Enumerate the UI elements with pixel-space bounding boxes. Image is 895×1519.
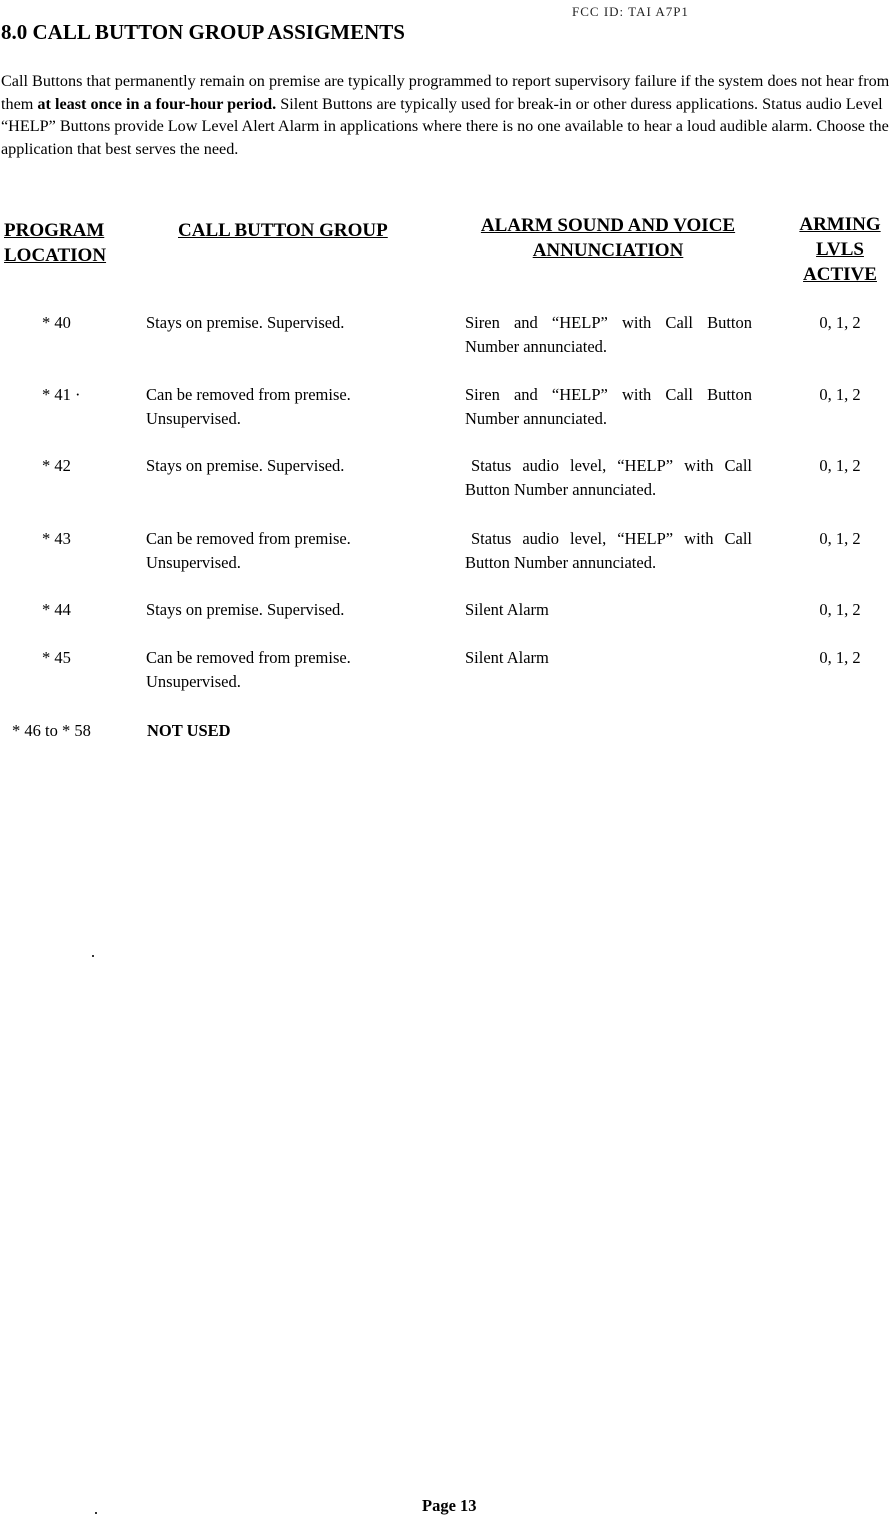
row-arming: 0, 1, 2 — [819, 529, 861, 548]
row-group: Can be removed from premise. Unsupervised. — [146, 385, 351, 428]
row-arming: 0, 1, 2 — [819, 456, 861, 475]
section-title: 8.0 CALL BUTTON GROUP ASSIGMENTS — [1, 20, 405, 44]
row-arming: 0, 1, 2 — [819, 648, 861, 667]
intro-text-1: Call Buttons that permanently remain on premise are typically programmed to report supervisory failure if the system does not hear from them — [1, 72, 890, 113]
header-program-location — [4, 218, 124, 268]
header-arming-levels: ARMING LVLS ACTIVE — [799, 214, 881, 285]
row-arming: 0, 1, 2 — [819, 600, 861, 619]
not-used-label: NOT USED — [147, 721, 231, 740]
row-alarm: Siren and “HELP” with Call Button Number annunciated. — [465, 385, 752, 428]
intro-text-2: Silent Buttons are typically used for break-in or other duress applications. Status audio Level “HELP” Buttons provide Low Level Alert Alarm in applications where there is no one available to hear a loud audible alarm. Choose the application that best serves the need. — [1, 94, 889, 158]
fcc-id: FCC ID: TAI A7P1 — [572, 4, 689, 19]
row-location: * 43 — [42, 529, 71, 548]
row-alarm: Status audio level, “HELP” with Call Button Number annunciated. — [465, 456, 752, 499]
intro-paragraph — [1, 70, 894, 160]
row-location: * 42 — [42, 456, 71, 475]
row-alarm: Silent Alarm — [465, 600, 549, 619]
scan-speck — [92, 955, 94, 957]
row-location: * 40 — [42, 313, 71, 332]
row-location: * 45 — [42, 648, 71, 667]
row-group: Stays on premise. Supervised. — [146, 313, 345, 332]
intro-emphasis: at least once in a four-hour period. — [37, 94, 277, 113]
row-alarm: Status audio level, “HELP” with Call Button Number annunciated. — [465, 529, 752, 572]
row-alarm: Silent Alarm — [465, 648, 549, 667]
not-used-range: * 46 to * 58 — [12, 721, 91, 740]
row-group: Can be removed from premise. Unsupervised. — [146, 648, 351, 691]
row-location: * 41 · — [42, 385, 81, 404]
row-arming: 0, 1, 2 — [819, 385, 861, 404]
row-group: Stays on premise. Supervised. — [146, 456, 345, 475]
scan-speck — [95, 1512, 97, 1514]
header-alarm-sound: ALARM SOUND AND VOICE ANNUNCIATION — [480, 215, 736, 261]
row-alarm: Siren and “HELP” with Call Button Number annunciated. — [465, 313, 752, 356]
row-location: * 44 — [42, 600, 71, 619]
header-call-button-group: CALL BUTTON GROUP — [178, 220, 388, 241]
page-number: Page 13 — [422, 1496, 477, 1515]
row-arming: 0, 1, 2 — [819, 313, 861, 332]
row-group: Can be removed from premise. Unsupervised. — [146, 529, 351, 572]
row-group: Stays on premise. Supervised. — [146, 600, 345, 619]
header-location-text: PROGRAM LOCATION — [4, 220, 107, 266]
